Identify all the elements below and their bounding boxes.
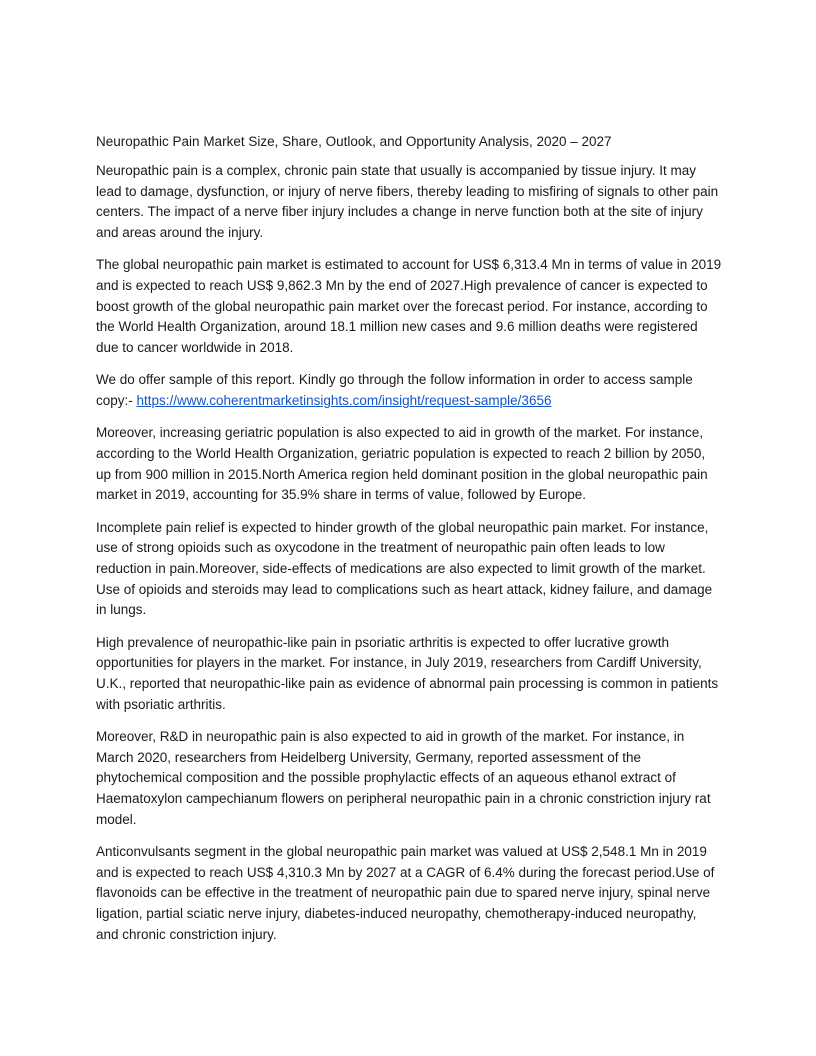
paragraph-anticonvulsants: Anticonvulsants segment in the global neuropathic pain market was valued at US$ 2,548.1 Mn in 2019 and is expected to reach US$ 4,310.3 Mn by 2027 at a CAGR of 6.4% during the forecast period.Use of flavonoids can be effective in the treatment of neuropathic pain due to spared nerve injury, spinal nerve ligation, partial sciatic nerve injury, diabetes-induced neuropathy, chemotherapy-induced neuropathy, and chronic constriction injury.: [96, 843, 715, 942]
paragraph-market-size: The global neuropathic pain market is estimated to account for US$ 6,313.4 Mn in terms of value in 2019 and is expected to reach US$ 9,862.3 Mn by the end of 2027.High prevalence of cancer is expected to boost growth of the global neuropathic pain market over the forecast period. For instance, according to the World Health Organization, around 18.1 million new cases and 9.6 million deaths were registered due to cancer worldwide in 2018.: [96, 257, 722, 356]
paragraph-research: Moreover, R&D in neuropathic pain is also expected to aid in growth of the market. For instance, in March 2020, researchers from Heidelberg University, Germany, reported assessment of the phytochemical composition and the possible prophylactic effects of an aqueous ethanol extract of Haematoxylon campechianum flowers on peripheral neuropathic pain in a chronic constriction injury rat model.: [96, 728, 711, 827]
paragraph-opportunities: High prevalence of neuropathic-like pain in psoriatic arthritis is expected to offer lucrative growth opportunities for players in the market. For instance, in July 2019, researchers from Cardiff University, U.K., reported that neuropathic-like pain as evidence of abnormal pain processing is common in patients with psoriatic arthritis.: [96, 634, 719, 712]
paragraph-restraints: Incomplete pain relief is expected to hinder growth of the global neuropathic pain market. For instance, use of strong opioids such as oxycodone in the treatment of neuropathic pain often leads to low reduction in pain.Moreover, side-effects of medications are also expected to limit growth of the market. Use of opioids and steroids may lead to complications such as heart attack, kidney failure, and damage in lungs.: [96, 519, 713, 618]
paragraph-sample-request: [96, 370, 722, 411]
paragraph-overview: Neuropathic pain is a complex, chronic pain state that usually is accompanied by tissue injury. It may lead to damage, dysfunction, or injury of nerve fibers, thereby leading to misfiring of signals to other pain centers. The impact of a nerve fiber injury includes a change in nerve function both at the site of injury and areas around the injury.: [96, 163, 719, 241]
paragraph-geriatric-population: Moreover, increasing geriatric population is also expected to aid in growth of the market. For instance, according to the World Health Organization, geriatric population is expected to reach 2 billion by 2050, up from 900 million in 2015.North America region held dominant position in the global neuropathic pain market in 2019, accounting for 35.9% share in terms of value, followed by Europe.: [96, 425, 708, 503]
document-page: [96, 131, 722, 957]
document-title: Neuropathic Pain Market Size, Share, Outlook, and Opportunity Analysis, 2020 – 2027: [96, 134, 612, 149]
sample-request-link[interactable]: https://www.coherentmarketinsights.com/insight/request-sample/3656: [136, 393, 552, 409]
sample-request-text: We do offer sample of this report. Kindly go through the follow information in order to access sample copy:-: [96, 372, 693, 409]
